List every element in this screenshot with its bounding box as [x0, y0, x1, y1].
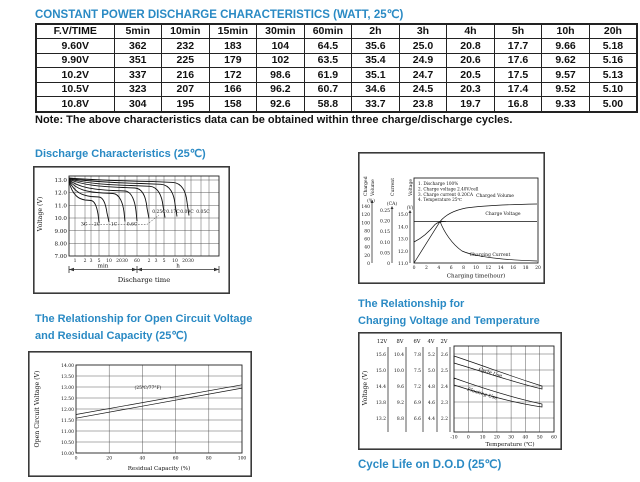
axis-label-voltage: Voltage	[409, 178, 414, 196]
table-cell: 16.8	[494, 97, 542, 112]
table-cell: 9.60V	[36, 39, 114, 54]
axis-unit-percent: (%)	[367, 199, 375, 204]
tick-label: 10	[172, 259, 178, 264]
table-note: Note: The above characteristics data can be obtained within three charge/discharge cycles.	[35, 114, 513, 126]
tick-label: 4. Temperature 25℃	[418, 197, 463, 203]
tick-label: 7.2	[413, 385, 421, 390]
tick-label: 5.2	[427, 353, 435, 358]
tick-label: 9.2	[396, 401, 404, 406]
tick-label: 6.6	[413, 417, 421, 422]
ocv-chart-title	[35, 311, 252, 345]
column-header: 5min	[114, 24, 162, 39]
tick-label: 7.5	[413, 369, 421, 374]
series-label-1c: 1C	[110, 222, 118, 228]
table-cell: 20.8	[447, 39, 495, 54]
scale-header-8v: 8V	[396, 339, 404, 345]
tick-label: 80	[364, 229, 370, 235]
table-cell: 5.13	[589, 68, 637, 83]
ocv-title-line2: and Residual Capacity (25℃)	[35, 330, 188, 342]
axis-unit-ca: (CA)	[386, 202, 398, 207]
tick-label: 9.6	[396, 385, 404, 390]
y-axis-title: Voltage (V)	[37, 196, 44, 232]
table-cell: 24.5	[399, 82, 447, 97]
discharge-chart-title: Discharge Characteristics (25℃)	[35, 148, 206, 160]
table-cell: 17.5	[494, 68, 542, 83]
tick-label: 4.4	[427, 417, 435, 422]
tick-label: 12.0	[397, 249, 408, 255]
series-label-3c: 3C	[80, 222, 88, 228]
column-header: 15min	[209, 24, 257, 39]
table-cell: 35.4	[352, 53, 400, 68]
tick-label: 10	[479, 435, 486, 441]
tick-label: 2. Charge voltage 2.40V/cell	[418, 186, 479, 192]
tick-label: 0	[387, 262, 390, 267]
tick-label: 10.4	[393, 353, 404, 358]
tick-label: 18	[522, 266, 529, 271]
tick-label: 120	[361, 213, 370, 219]
tick-label: 14	[497, 266, 504, 271]
charged-volume-label: Charged Volume	[476, 194, 514, 199]
tick-label: 13.50	[61, 375, 74, 380]
tick-label: 11.0	[54, 203, 67, 210]
table-cell: 23.8	[399, 97, 447, 112]
tick-label: 3. Charge current 0.20CA	[418, 191, 474, 197]
tick-label: 2	[83, 259, 87, 264]
x-unit-h-label: h	[176, 263, 180, 270]
tick-label: 11.50	[61, 419, 74, 424]
table-cell: 9.52	[542, 82, 590, 97]
table-cell: 19.7	[447, 97, 495, 112]
tick-label: 100	[237, 456, 247, 462]
tick-label: 80	[205, 456, 212, 462]
table-body	[36, 39, 637, 112]
temperature-annotation: (25℃/77°F)	[134, 386, 162, 391]
table-cell: 304	[114, 97, 162, 112]
cvt-chart-title	[358, 296, 540, 330]
tick-label: 6	[449, 266, 453, 271]
table-cell: 5.10	[589, 82, 637, 97]
table-row	[36, 82, 637, 97]
tick-label: 2.4	[440, 385, 448, 390]
table-cell: 179	[209, 53, 257, 68]
tick-label: 14.0	[397, 225, 408, 231]
tick-label: 8	[462, 266, 466, 271]
tick-label: 20	[182, 259, 188, 264]
table-cell: 195	[162, 97, 210, 112]
charging-chart-svg	[358, 152, 545, 284]
tick-label: 14.4	[375, 385, 386, 390]
page-title: CONSTANT POWER DISCHARGE CHARACTERISTICS (WATT, 25℃)	[35, 9, 404, 21]
tick-label: 12.50	[61, 397, 74, 402]
cvt-title-line1: The Relationship for	[358, 298, 465, 310]
series-label-025c: 0.25C	[152, 210, 166, 215]
tick-label: 40	[139, 456, 146, 462]
tick-label: 0.20	[379, 219, 390, 225]
table-cell: 183	[209, 39, 257, 54]
table-cell: 17.6	[494, 53, 542, 68]
constant-power-table	[35, 23, 638, 113]
table-cell: 24.9	[399, 53, 447, 68]
tick-label: 8.00	[54, 241, 67, 248]
y-axis-title: Voltage (V)	[362, 370, 369, 406]
table-cell: 58.8	[304, 97, 352, 112]
discharge-chart	[33, 166, 230, 294]
table-cell: 172	[209, 68, 257, 83]
table-cell: 5.18	[589, 39, 637, 54]
tick-label: 20	[116, 259, 122, 264]
tick-label: 0.25	[379, 209, 390, 214]
table-cell: 17.4	[494, 82, 542, 97]
cycle-use-label: Cycle Use	[477, 367, 503, 380]
tick-label: 0.15	[379, 230, 390, 236]
tick-label: 7.00	[54, 254, 67, 261]
tick-label: 2	[424, 266, 428, 271]
table-cell: 17.7	[494, 39, 542, 54]
series-label-2c: 2C	[93, 222, 101, 228]
table-head	[36, 24, 637, 39]
ocv-chart-svg	[28, 351, 252, 477]
table-cell: 9.57	[542, 68, 590, 83]
tick-label: 0	[74, 456, 78, 462]
tick-label: 12.00	[61, 408, 74, 413]
tick-label: 0.10	[379, 240, 390, 246]
tick-label: 11.00	[61, 430, 74, 435]
table-cell: 323	[114, 82, 162, 97]
table-cell: 158	[209, 97, 257, 112]
column-header: 20h	[589, 24, 637, 39]
tick-label: 100	[361, 221, 370, 227]
table-cell: 225	[162, 53, 210, 68]
tick-label: 4.6	[427, 401, 435, 406]
scale-header-2v: 2V	[440, 339, 448, 345]
tick-label: 15.0	[375, 369, 386, 374]
tick-label: 10.50	[61, 441, 74, 446]
column-header: 5h	[494, 24, 542, 39]
tick-label: 60	[172, 456, 179, 462]
tick-label: -10	[450, 435, 458, 441]
table-row	[36, 97, 637, 112]
table-cell: 5.16	[589, 53, 637, 68]
ocv-chart	[28, 351, 252, 477]
series-label-017c: 0.17C	[166, 210, 180, 215]
column-header: 60min	[304, 24, 352, 39]
table-cell: 24.7	[399, 68, 447, 83]
table-cell: 166	[209, 82, 257, 97]
tick-label: 15.6	[375, 353, 386, 358]
tick-label: 20	[364, 253, 370, 259]
table-cell: 33.7	[352, 97, 400, 112]
table-cell: 35.1	[352, 68, 400, 83]
series-label-06c: 0.6C	[126, 222, 138, 228]
ocv-title-line1: The Relationship for Open Circuit Voltage	[35, 313, 253, 325]
x-axis-title: Charging time(hour)	[446, 273, 506, 280]
axis-label-charged: Charged	[364, 176, 369, 196]
tick-label: 2.6	[440, 353, 448, 358]
tick-label: 2	[147, 259, 151, 264]
tick-label: 40	[522, 435, 529, 441]
axis-unit-v: (V)	[406, 206, 414, 211]
y-axis-ticks	[61, 363, 74, 457]
tick-label: 10.00	[61, 452, 74, 457]
tick-label: 20	[535, 266, 541, 271]
table-cell: 216	[162, 68, 210, 83]
table-cell: 362	[114, 39, 162, 54]
charging-chart	[358, 152, 545, 284]
table-cell: 102	[257, 53, 305, 68]
table-cell: 96.2	[257, 82, 305, 97]
tick-label: 13.00	[61, 386, 74, 391]
axis-label-volume: Volume	[371, 179, 376, 196]
tick-label: 8.8	[396, 417, 404, 422]
table-cell: 10.8V	[36, 97, 114, 112]
cvt-chart	[358, 332, 562, 450]
y-axis-title: Open Circuit Voltage (V)	[34, 370, 41, 448]
cycle-life-title: Cycle Life on D.O.D (25℃)	[358, 459, 502, 471]
table-cell: 20.6	[447, 53, 495, 68]
x-axis-title: Discharge time	[117, 276, 171, 284]
table-cell: 9.62	[542, 53, 590, 68]
tick-label: 11.0	[397, 262, 408, 267]
tick-label: 13.2	[375, 417, 386, 422]
tick-label: 12	[485, 266, 492, 271]
series-label-005c: 0.05C	[196, 210, 210, 215]
tick-label: 1. Discharge 100%	[418, 181, 459, 186]
tick-label: 60	[134, 259, 140, 264]
tick-label: 50	[536, 435, 543, 441]
table-cell: 337	[114, 68, 162, 83]
table-cell: 92.6	[257, 97, 305, 112]
floating-use-label: Floating Use	[466, 387, 498, 402]
cvt-chart-svg	[358, 332, 562, 450]
x-unit-min-label: min	[97, 263, 109, 270]
tick-label: 20	[494, 435, 500, 441]
discharge-chart-svg	[33, 166, 230, 294]
header-row	[36, 24, 637, 39]
tick-label: 12.0	[54, 190, 67, 197]
tick-label: 5.0	[427, 369, 435, 374]
tick-label: 140	[361, 205, 370, 210]
tick-label: 3	[154, 259, 158, 264]
column-header: 10min	[162, 24, 210, 39]
tick-label: 0.05	[379, 251, 390, 257]
table-cell: 34.6	[352, 82, 400, 97]
table-cell: 35.6	[352, 39, 400, 54]
scale-header-6v: 6V	[413, 339, 421, 345]
table-cell: 207	[162, 82, 210, 97]
tick-label: 7.8	[413, 353, 421, 358]
x-axis-title: Residual Capacity (%)	[127, 466, 191, 472]
table-cell: 9.90V	[36, 53, 114, 68]
tick-label: 60	[551, 435, 557, 441]
tick-label: 15.0	[397, 213, 408, 218]
charging-current-label: Charging Current	[469, 253, 511, 258]
axis-label-current: Current	[391, 177, 396, 196]
tick-label: 10	[106, 259, 112, 264]
tick-label: 30	[508, 435, 514, 441]
tick-label: 13.0	[54, 178, 67, 184]
table-cell: 98.6	[257, 68, 305, 83]
tick-label: 20	[106, 456, 113, 462]
scale-header-12v: 12V	[376, 339, 388, 345]
table-cell: 9.33	[542, 97, 590, 112]
table-row	[36, 53, 637, 68]
series-label-009c: 0.09C	[180, 210, 194, 215]
table-cell: 63.5	[304, 53, 352, 68]
tick-label: 0	[367, 261, 370, 267]
tick-label: 9.00	[54, 228, 67, 235]
tick-label: 5	[162, 259, 166, 264]
table-cell: 104	[257, 39, 305, 54]
tick-label: 40	[364, 245, 370, 251]
tick-label: 13.8	[375, 401, 386, 406]
column-header: 30min	[257, 24, 305, 39]
table-cell: 10.2V	[36, 68, 114, 83]
table-cell: 60.7	[304, 82, 352, 97]
table-cell: 10.5V	[36, 82, 114, 97]
tick-label: 0	[466, 435, 470, 441]
table-cell: 351	[114, 53, 162, 68]
tick-label: 0	[412, 266, 416, 271]
column-header: F.V/TIME	[36, 24, 114, 39]
tick-label: 2.5	[440, 369, 448, 374]
tick-label: 10.0	[54, 216, 67, 223]
column-header: 3h	[399, 24, 447, 39]
tick-label: 4	[437, 266, 441, 271]
tick-label: 30	[188, 259, 194, 264]
table-cell: 64.5	[304, 39, 352, 54]
table-cell: 9.66	[542, 39, 590, 54]
cvt-title-line2: Charging Voltage and Temperature	[358, 315, 540, 327]
tick-label: 16	[510, 266, 517, 271]
x-axis-title: Temperature (℃)	[485, 442, 535, 448]
tick-label: 10.0	[393, 369, 404, 374]
tick-label: 30	[122, 259, 128, 264]
tick-label: 3	[89, 259, 93, 264]
tick-label: 5	[97, 259, 101, 264]
table-cell: 232	[162, 39, 210, 54]
tick-label: 2.3	[440, 401, 448, 406]
charge-voltage-label: Charge Voltage	[485, 212, 521, 217]
tick-label: 14.00	[61, 364, 74, 369]
table-cell: 25.0	[399, 39, 447, 54]
table-cell: 20.3	[447, 82, 495, 97]
scale-header-4v: 4V	[427, 339, 435, 345]
table-cell: 5.00	[589, 97, 637, 112]
tick-label: 10	[473, 266, 479, 271]
tick-label: 1	[73, 259, 77, 264]
tick-label: 4.8	[427, 385, 435, 390]
table-cell: 61.9	[304, 68, 352, 83]
tick-label: 6.9	[413, 401, 421, 406]
column-header: 10h	[542, 24, 590, 39]
table-row	[36, 68, 637, 83]
column-header: 4h	[447, 24, 495, 39]
tick-label: 2.2	[440, 417, 448, 422]
table-row	[36, 39, 637, 54]
table-cell: 20.5	[447, 68, 495, 83]
tick-label: 13.0	[397, 237, 408, 243]
column-header: 2h	[352, 24, 400, 39]
tick-label: 60	[364, 237, 370, 243]
